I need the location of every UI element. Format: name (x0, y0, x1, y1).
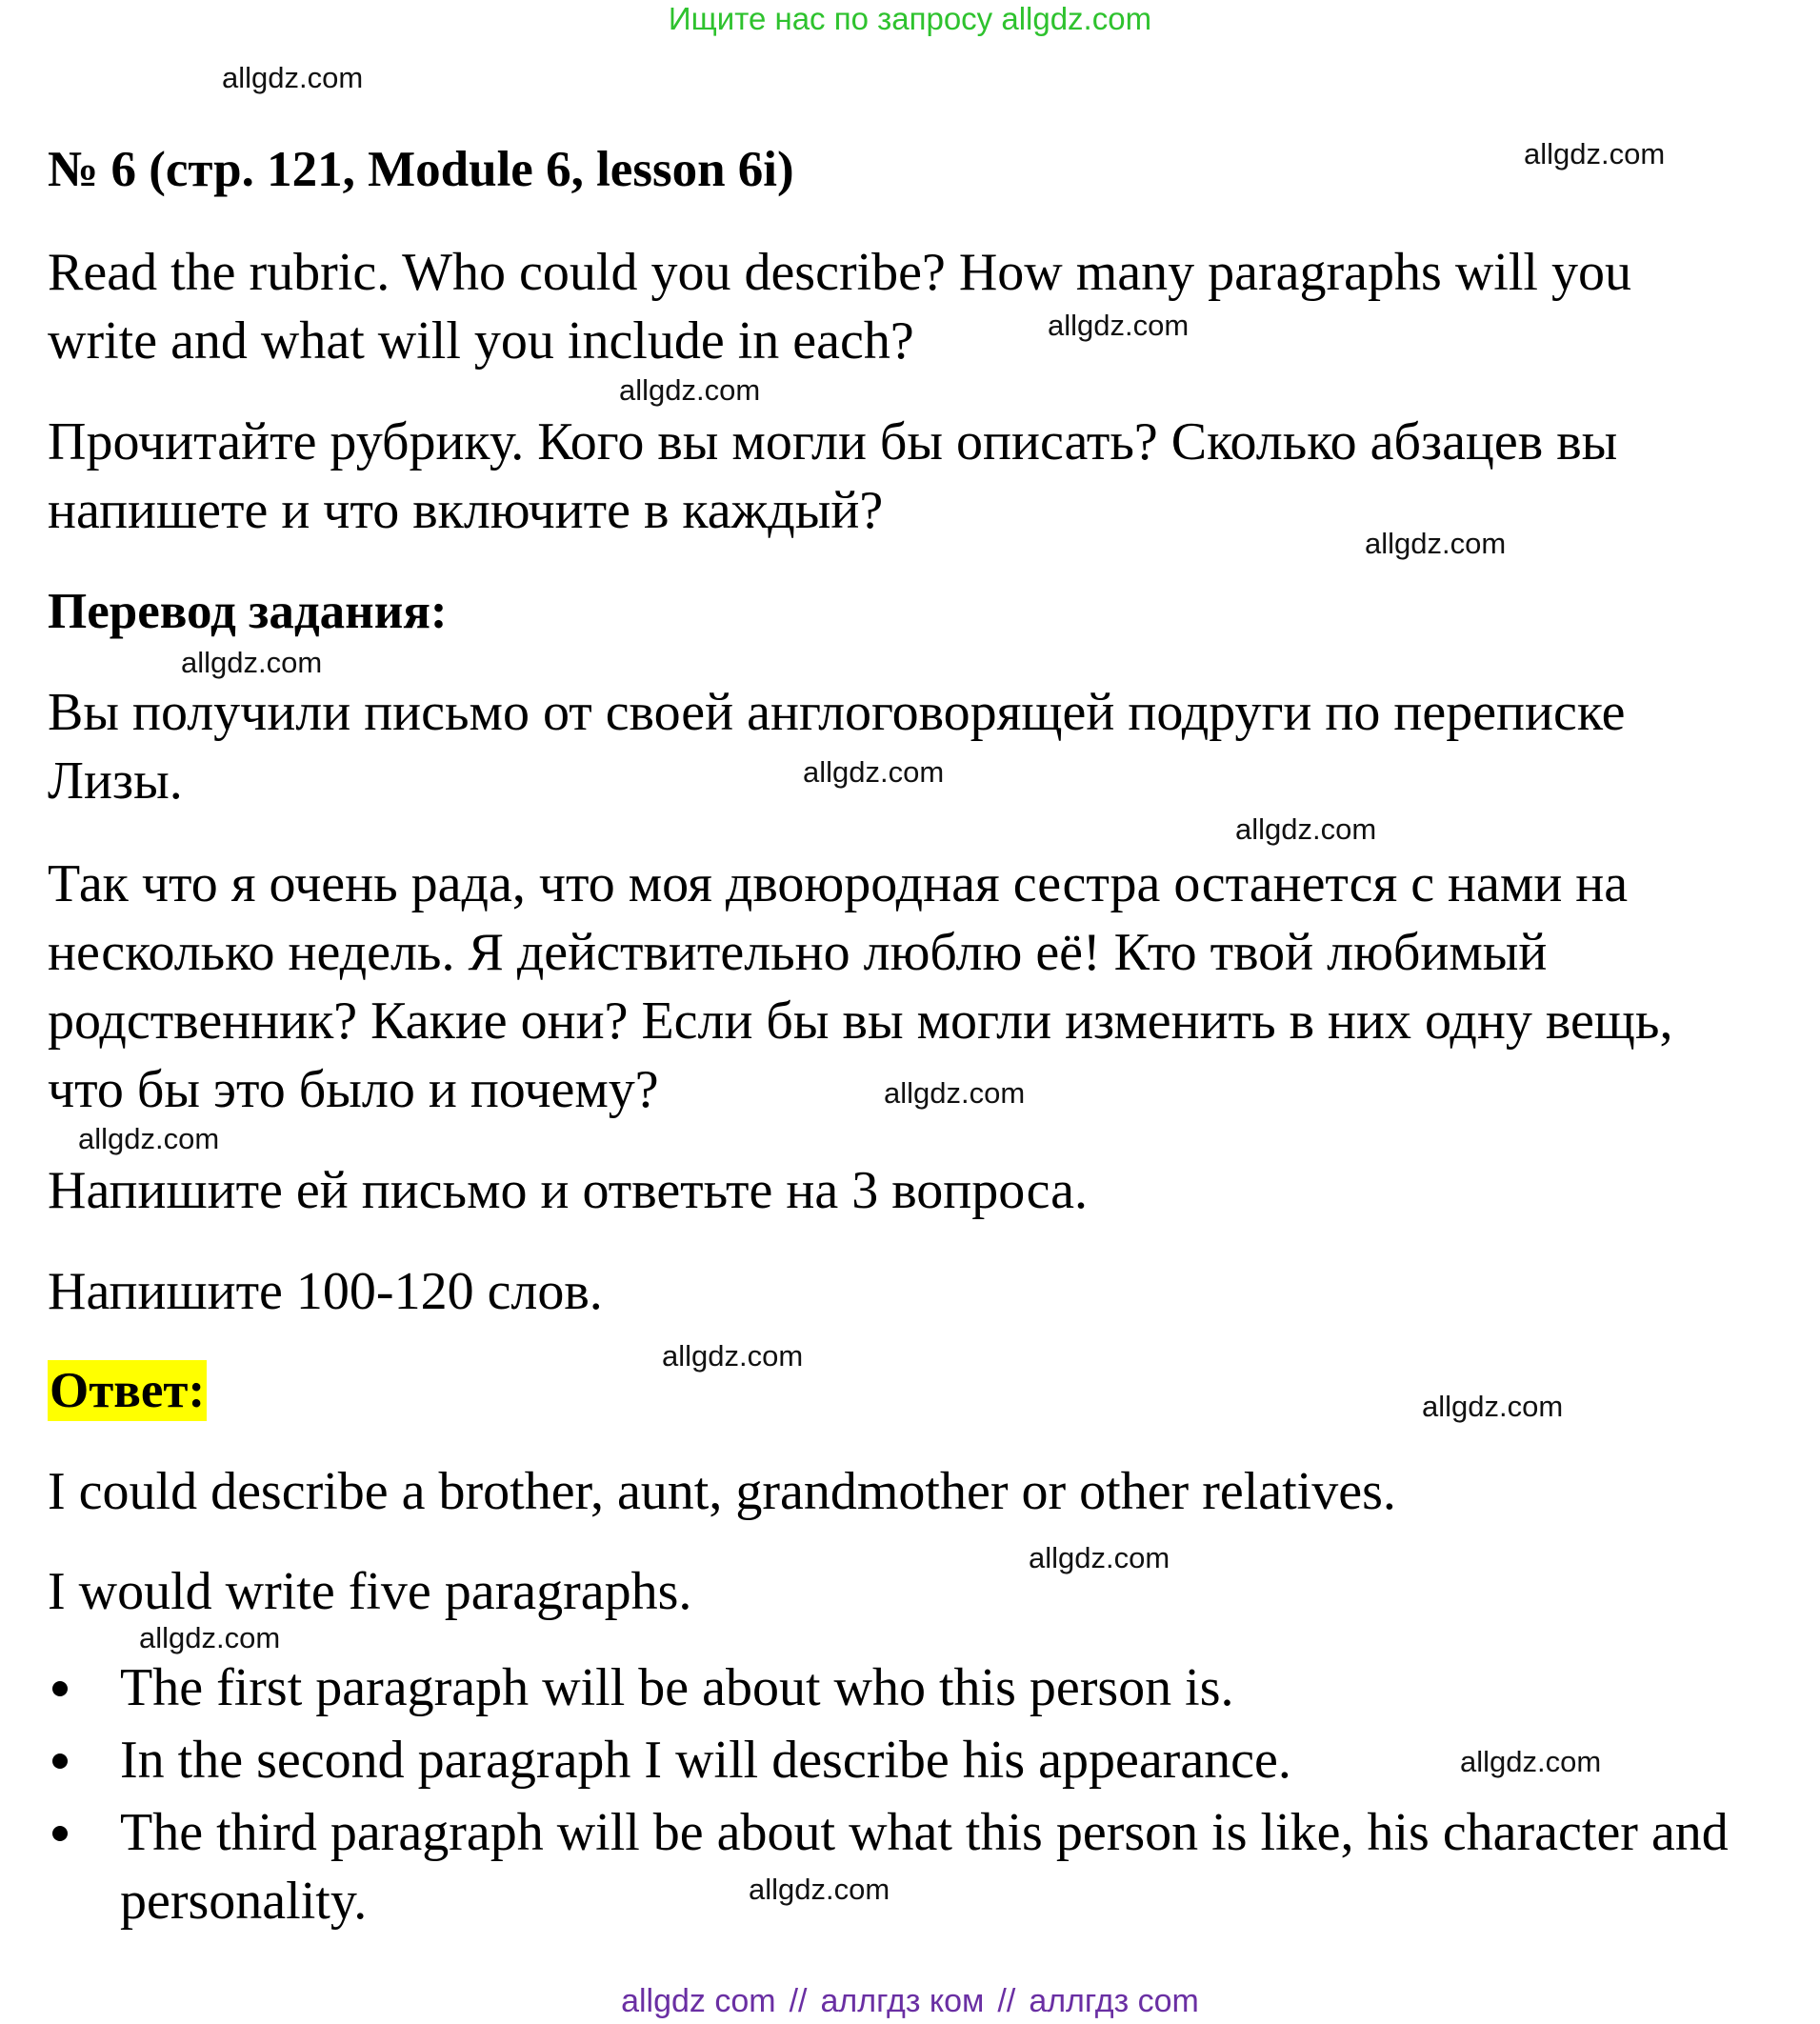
watermark: allgdz.com (1029, 1541, 1170, 1574)
footer-link[interactable]: аллгдз com (1029, 1983, 1199, 2019)
task-prompt-en: Read the rubric. Who could you describe? How many paragraphs will you write and what will you include in each? (48, 243, 1631, 371)
list-item (48, 1798, 1743, 1935)
watermark: allgdz.com (222, 61, 364, 94)
watermark: allgdz.com (181, 646, 323, 679)
translation-paragraph-2: Так что я очень рада, что моя двоюродная сестра останется с нами на несколько недель. Я действительно люблю её! Кто твой любимый родственник? Какие они? Если бы вы могли изменить в них одну вещь, что бы это было и почему? (48, 854, 1673, 1119)
watermark: allgdz.com (139, 1621, 281, 1654)
watermark: allgdz.com (1048, 309, 1190, 342)
bullet-icon (52, 1753, 68, 1769)
answer-line-2: I would write five paragraphs. (48, 1562, 692, 1621)
list-item (48, 1653, 1743, 1722)
bullet-icon (52, 1826, 68, 1841)
translation-paragraph-3: Напишите ей письмо и ответьте на 3 вопроса. (48, 1161, 1089, 1220)
list-item-text: The first paragraph will be about who this person is. (120, 1658, 1234, 1717)
watermark: allgdz.com (619, 373, 761, 407)
footer-separator: // (997, 1983, 1016, 2019)
list-item-text: The third paragraph will be about what this person is like, his character and personality. (120, 1803, 1729, 1931)
task-prompt-ru: Прочитайте рубрику. Кого вы могли бы описать? Сколько абзацев вы напишете и что включите в каждый? (48, 412, 1618, 540)
task-heading: № 6 (стр. 121, Module 6, lesson 6i) (48, 142, 794, 197)
footer-link[interactable]: аллгдз ком (820, 1983, 985, 2019)
watermark: allgdz.com (1422, 1390, 1564, 1423)
watermark: allgdz.com (662, 1339, 804, 1373)
watermark: allgdz.com (884, 1076, 1026, 1110)
watermark: allgdz.com (1524, 137, 1666, 170)
translation-heading: Перевод задания: (48, 584, 448, 639)
watermark: allgdz.com (1235, 812, 1377, 846)
bullet-icon (52, 1681, 68, 1696)
list-item (48, 1726, 1743, 1794)
footer-links (0, 1981, 1820, 2021)
translation-paragraph-4: Напишите 100-120 слов. (48, 1262, 603, 1321)
answer-bullet-list (48, 1653, 1743, 1935)
answer-line-1: I could describe a brother, aunt, grandmother or other relatives. (48, 1462, 1396, 1521)
answer-label: Ответ: (48, 1360, 207, 1421)
watermark: allgdz.com (78, 1122, 220, 1155)
footer-link[interactable]: allgdz com (621, 1983, 776, 2019)
footer-separator: // (789, 1983, 808, 2019)
watermark: allgdz.com (803, 755, 945, 789)
list-item-text: In the second paragraph I will describe his appearance. (120, 1731, 1291, 1790)
watermark: allgdz.com (1460, 1745, 1602, 1778)
watermark: allgdz.com (1365, 527, 1507, 560)
search-hint-banner[interactable]: Ищите нас по запросу allgdz.com (668, 1, 1152, 36)
translation-paragraph-1: Вы получили письмо от своей англоговорящей подруги по переписке Лизы. (48, 683, 1626, 811)
watermark: allgdz.com (749, 1873, 890, 1906)
